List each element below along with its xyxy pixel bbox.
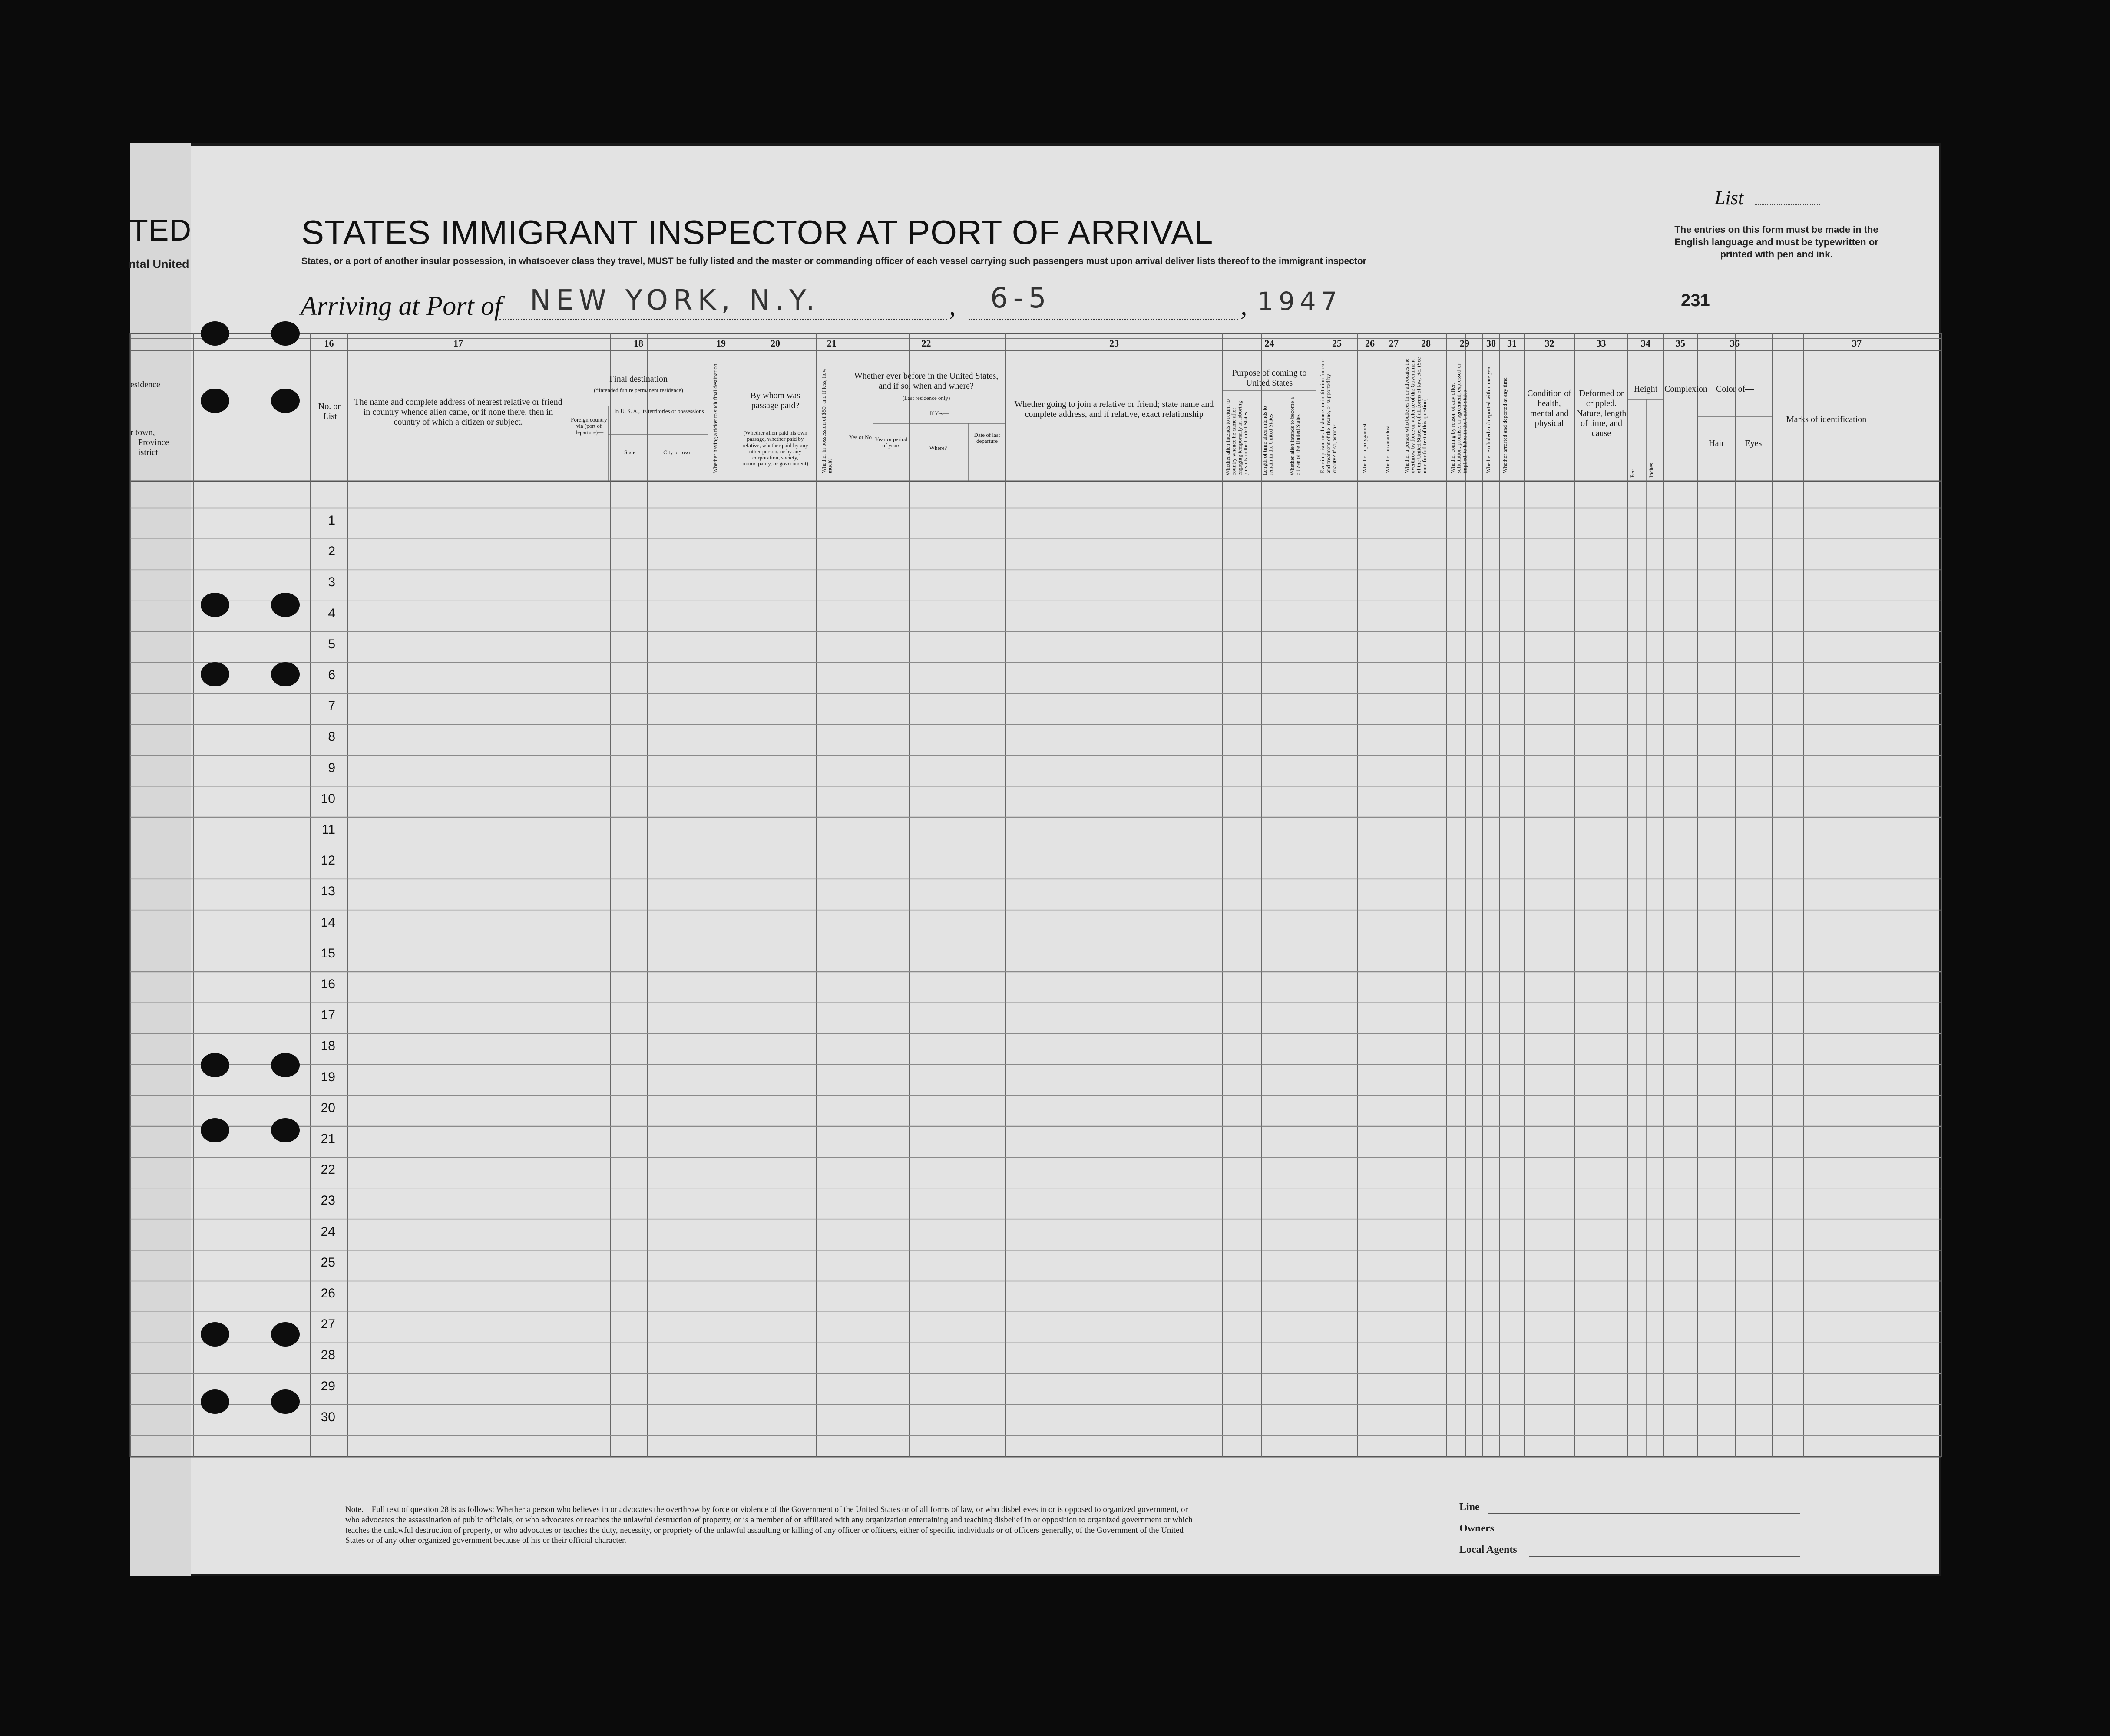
col34-inches: Inches bbox=[1648, 463, 1654, 478]
local-agents-field bbox=[1529, 1556, 1800, 1557]
row-number: 23 bbox=[321, 1193, 335, 1208]
row-number: 7 bbox=[328, 699, 335, 713]
col24-length-of-stay: Length of time alien intends to remain in the United States bbox=[1261, 406, 1274, 475]
row-number: 27 bbox=[321, 1317, 335, 1332]
col23-label: Whether going to join a relative or friend; state name and complete address, and if relative, exact relationship bbox=[1014, 399, 1214, 419]
column-number-34: 34 bbox=[1641, 338, 1650, 349]
column-number-26: 26 bbox=[1365, 338, 1375, 349]
punch-hole bbox=[271, 1322, 300, 1347]
col24-return-intent: Whether alien intends to return to country whence he came after engaging temporarily in laboring pursuits in the United States bbox=[1224, 399, 1249, 475]
col31-label: Whether arrested and deported at any time bbox=[1501, 377, 1508, 473]
row-number: 17 bbox=[321, 1008, 335, 1023]
punch-hole bbox=[271, 662, 300, 686]
col32-label: Condition of health, mental and physical bbox=[1527, 389, 1571, 428]
port-of-arrival-value: NEW YORK, N.Y. bbox=[530, 284, 820, 317]
arriving-label: Arriving at Port of bbox=[301, 291, 502, 321]
row-number: 3 bbox=[328, 575, 335, 590]
col36-eyes: Eyes bbox=[1745, 439, 1762, 448]
col16-label: No. on List bbox=[318, 402, 342, 421]
row-number: 20 bbox=[321, 1100, 335, 1115]
row-number: 6 bbox=[328, 668, 335, 682]
col22-years: Year or period of years bbox=[875, 436, 908, 449]
row-number: 14 bbox=[321, 915, 335, 930]
punch-hole bbox=[271, 593, 300, 617]
row-number: 16 bbox=[321, 977, 335, 991]
punch-hole bbox=[201, 321, 229, 346]
row-number: 11 bbox=[321, 822, 335, 837]
col35-label: Complexion bbox=[1664, 384, 1707, 394]
question-28-note: Note.—Full text of question 28 is as follows: Whether a person who believes in or advocates the overthrow by force or violence of the Government of the United States or of all forms of law, or who disbelieves in or is opposed to organized government, or who advocates the assassination of public officials, or who advocates or teaches the unlawful destruction of property, or is a member of or affiliated with any organization entertaining and teaching disbelief in or opposition to organized government or which teaches the unlawful destruction of property, or who advocates or teaches the duty, necessity, or propriety of the unlawful assaulting or killing of any officer or officers, either of specific individuals or of officers generally, of the Government of the United States or of any other organized government because of his or their official character. bbox=[345, 1505, 1193, 1545]
col28-label: Whether a person who believes in or advocates the overthrow by force or violence of the Government of the United States or of all forms of law, etc. (See note for full text of this question) bbox=[1403, 357, 1428, 473]
row-number: 28 bbox=[321, 1348, 335, 1363]
col24-label: Purpose of coming to United States bbox=[1232, 368, 1307, 388]
punch-hole bbox=[271, 1053, 300, 1077]
punch-hole bbox=[201, 662, 229, 686]
col27-label: Whether an anarchist bbox=[1384, 425, 1391, 473]
page-subtitle: States, or a port of another insular possession, in whatsoever class they travel, MUST be fully listed and the master or commanding officer of each vessel carrying such passengers must upon arrival deliver lists thereof to the immigrant inspector bbox=[301, 256, 1366, 266]
column-number-27: 27 bbox=[1389, 338, 1399, 349]
row-number: 1 bbox=[328, 513, 335, 528]
column-number-30: 30 bbox=[1486, 338, 1496, 349]
line-field bbox=[1488, 1513, 1800, 1514]
col22-note: (Last residence only) bbox=[902, 395, 950, 401]
col21-label: Whether in possession of $50, and if less, how much? bbox=[820, 368, 833, 473]
col20-label: By whom was passage paid? bbox=[750, 391, 800, 410]
column-number-23: 23 bbox=[1109, 338, 1119, 349]
column-number-28: 28 bbox=[1421, 338, 1431, 349]
owners-label: Owners bbox=[1459, 1523, 1494, 1534]
residence-header: esidence bbox=[130, 380, 160, 389]
left-subtitle-fragment: ntal United bbox=[129, 257, 189, 271]
row-number: 4 bbox=[328, 606, 335, 620]
comma-2: , bbox=[1240, 291, 1247, 321]
punch-hole bbox=[271, 389, 300, 413]
column-number-20: 20 bbox=[771, 338, 780, 349]
punch-hole bbox=[201, 593, 229, 617]
row-number: 24 bbox=[321, 1224, 335, 1239]
column-number-35: 35 bbox=[1676, 338, 1685, 349]
row-number: 25 bbox=[321, 1255, 335, 1270]
column-number-21: 21 bbox=[827, 338, 837, 349]
town-header: r town, bbox=[130, 428, 155, 437]
column-number-33: 33 bbox=[1596, 338, 1606, 349]
col18-label: Final destination bbox=[609, 374, 668, 384]
col33-label: Deformed or crippled. Nature, length of time, and cause bbox=[1576, 389, 1627, 438]
column-number-17: 17 bbox=[453, 338, 463, 349]
col26-label: Whether a polygamist bbox=[1361, 423, 1368, 473]
column-number-25: 25 bbox=[1332, 338, 1342, 349]
arrival-date-value: 6-5 bbox=[990, 282, 1052, 314]
col22-if-yes: If Yes— bbox=[929, 410, 949, 416]
col20-note: (Whether alien paid his own passage, whether paid by relative, whether paid by any other person, or by any corporation, society, municipality, or government) bbox=[742, 429, 808, 467]
col30-label: Whether excluded and deported within one year bbox=[1485, 365, 1492, 473]
row-number: 9 bbox=[328, 760, 335, 775]
punch-hole bbox=[201, 1118, 229, 1142]
column-number-18: 18 bbox=[634, 338, 643, 349]
punch-hole bbox=[201, 1053, 229, 1077]
province-header: Province bbox=[138, 438, 169, 447]
col19-label: Whether having a ticket to such final destination bbox=[712, 363, 718, 473]
punch-hole bbox=[271, 1118, 300, 1142]
col37-label: Marks of identification bbox=[1786, 415, 1867, 424]
row-number: 12 bbox=[321, 853, 335, 868]
col22-where: Where? bbox=[929, 445, 947, 451]
col22-last-departure: Date of last departure bbox=[974, 432, 1000, 445]
column-number-32: 32 bbox=[1544, 338, 1554, 349]
left-title-fragment: TED bbox=[129, 213, 192, 247]
col25-label: Ever in prison or almshouse, or institution for care and treatment of the insane, or supported by charity? If so, which? bbox=[1319, 359, 1338, 473]
row-number: 5 bbox=[328, 637, 335, 651]
page-title: STATES IMMIGRANT INSPECTOR AT PORT OF ARRIVAL bbox=[301, 213, 1214, 251]
punch-hole bbox=[271, 1389, 300, 1414]
col18-city: City or town bbox=[663, 449, 692, 455]
col18-state: State bbox=[624, 449, 635, 455]
form-instructions: The entries on this form must be made in the English language and must be typewritten or printed with pen and ink. bbox=[1674, 224, 1878, 260]
column-number-36: 36 bbox=[1730, 338, 1740, 349]
col29-label: Whether coming by reason of any offer, solicitation, promise, or agreement, expressed or implied, to labor in the United States bbox=[1449, 363, 1468, 473]
col18-note: (*Intended future permanent residence) bbox=[594, 387, 683, 393]
row-number: 10 bbox=[321, 791, 335, 806]
local-agents-label: Local Agents bbox=[1459, 1544, 1517, 1555]
col22-label: Whether ever before in the United States, and if so, when and where? bbox=[854, 371, 999, 391]
district-header: istrict bbox=[138, 448, 158, 457]
row-number: 22 bbox=[321, 1162, 335, 1177]
col22-yes-no: Yes or No bbox=[849, 434, 872, 440]
column-number-19: 19 bbox=[716, 338, 726, 349]
row-number: 15 bbox=[321, 946, 335, 960]
arrival-year-value: 1947 bbox=[1257, 287, 1343, 316]
line-label: Line bbox=[1459, 1502, 1480, 1513]
punch-hole bbox=[201, 1389, 229, 1414]
column-number-24: 24 bbox=[1264, 338, 1274, 349]
punch-hole bbox=[201, 1322, 229, 1347]
punch-hole bbox=[271, 321, 300, 346]
row-number: 21 bbox=[321, 1132, 335, 1146]
col36-hair: Hair bbox=[1709, 439, 1724, 448]
row-number: 29 bbox=[321, 1379, 335, 1393]
col36-label: Color of— bbox=[1716, 384, 1754, 394]
row-number: 19 bbox=[321, 1069, 335, 1084]
row-number: 30 bbox=[321, 1409, 335, 1424]
col24-citizenship-intent: Whether alien intends to become a citizen of the United States bbox=[1289, 397, 1301, 475]
row-number: 18 bbox=[321, 1039, 335, 1053]
column-number-16: 16 bbox=[324, 338, 334, 349]
comma-1: , bbox=[949, 291, 956, 321]
column-number-29: 29 bbox=[1460, 338, 1469, 349]
col34-label: Height bbox=[1634, 384, 1658, 394]
stamp-number: 231 bbox=[1681, 291, 1710, 310]
row-number: 8 bbox=[328, 729, 335, 744]
list-label: List bbox=[1715, 187, 1744, 208]
row-number: 13 bbox=[321, 884, 335, 899]
column-number-31: 31 bbox=[1507, 338, 1517, 349]
column-number-37: 37 bbox=[1852, 338, 1862, 349]
col18-in-usa: In U. S. A., its territories or possessions bbox=[614, 408, 704, 414]
punch-hole bbox=[201, 389, 229, 413]
col18-foreign-country: Foreign country via (port of departure)— bbox=[571, 416, 607, 436]
row-number: 26 bbox=[321, 1286, 335, 1300]
col34-feet: Feet bbox=[1629, 468, 1636, 478]
row-number: 2 bbox=[328, 544, 335, 559]
col17-label: The name and complete address of nearest relative or friend in country whence alien came, or if none there, then in country of which a citizen or subject. bbox=[354, 397, 562, 427]
column-number-22: 22 bbox=[921, 338, 931, 349]
